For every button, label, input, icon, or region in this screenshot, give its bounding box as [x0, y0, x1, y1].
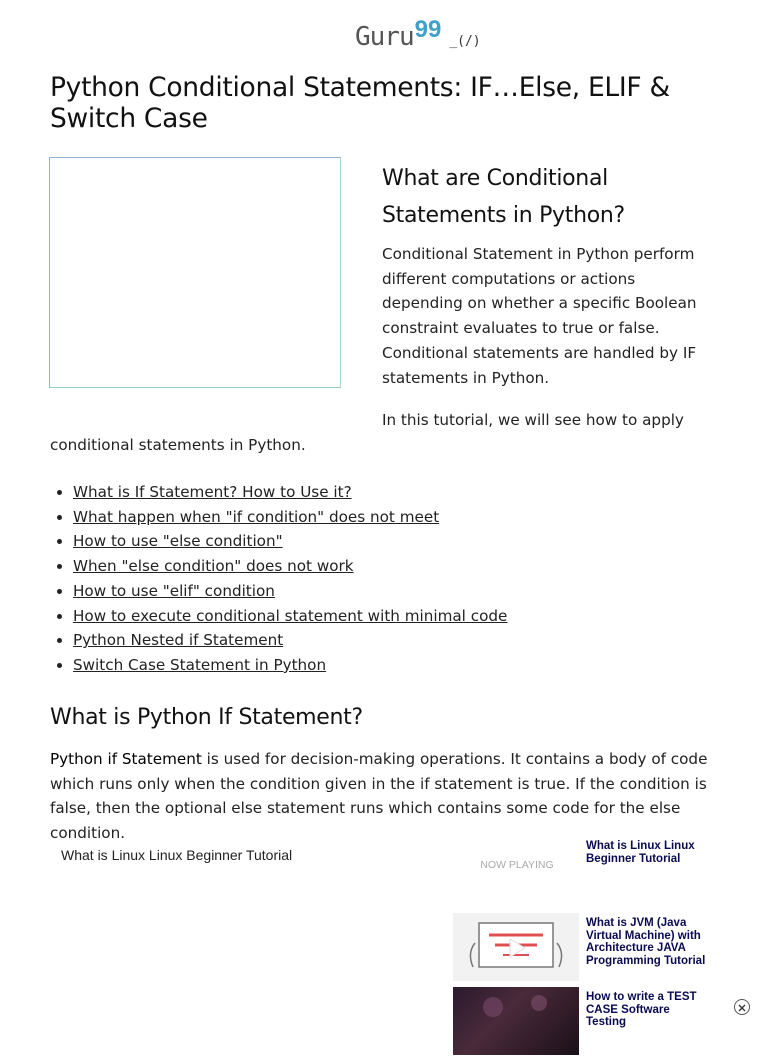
playlist-thumbnail — [453, 913, 579, 981]
playlist-item-current[interactable] — [453, 836, 713, 906]
close-icon — [735, 1001, 749, 1015]
toc-item — [73, 604, 507, 629]
toc-item — [73, 628, 507, 653]
video-player[interactable] — [50, 836, 710, 1029]
if-statement-text: is used for decision-making operations. It contains a body of code which runs only when the condition given in the if statement is true. If the condition is false, then the optional else statement runs which contains some code for the else condition. — [50, 750, 708, 842]
toc-item — [73, 480, 507, 505]
toc-item — [73, 554, 507, 579]
toc-link-switch-case[interactable]: Switch Case Statement in Python — [73, 655, 327, 674]
logo-mark: _(/) — [449, 34, 481, 49]
page-title: Python Conditional Statements: IF…Else, ELIF & Switch Case — [50, 72, 670, 134]
toc-link-minimal-code[interactable]: How to execute conditional statement with minimal code — [73, 606, 508, 625]
tutorial-line-2: conditional statements in Python. — [50, 436, 306, 454]
playlist-item-title: What is Linux Linux Beginner Tutorial — [586, 840, 695, 865]
toc-link-if-not-met[interactable]: What happen when "if condition" does not meet — [73, 507, 440, 526]
thumbnail-illustration — [453, 987, 579, 1055]
playlist-item-jvm[interactable] — [453, 913, 713, 983]
thumbnail-illustration — [453, 913, 579, 981]
intro-paragraph: Conditional Statement in Python perform different computations or actions depending on whether a specific Boolean constraint evaluates to true or false. Conditional statements are handled by IF statements in Python. — [382, 245, 697, 387]
table-of-contents — [50, 480, 507, 678]
toc-link-else-condition[interactable]: How to use "else condition" — [73, 532, 283, 551]
if-statement-term: Python if Statement — [50, 750, 202, 768]
playlist-item-title: What is JVM (Java Virtual Machine) with Architecture JAVA Programming Tutorial — [586, 917, 706, 968]
section-heading-conditional: What are Conditional Statements in Python? — [382, 166, 625, 228]
toc-item — [73, 529, 507, 554]
toc-link-elif[interactable]: How to use "elif" condition — [73, 581, 275, 600]
playlist-thumbnail — [453, 836, 579, 904]
playlist-thumbnail — [453, 987, 579, 1055]
section-heading-if-statement: What is Python If Statement? — [50, 705, 363, 730]
toc-link-else-not-work[interactable]: When "else condition" does not work — [73, 557, 354, 576]
toc-item — [73, 653, 507, 678]
toc-link-if-statement[interactable]: What is If Statement? How to Use it? — [73, 483, 352, 501]
close-ad-button[interactable] — [734, 999, 750, 1015]
article-image-placeholder — [49, 157, 341, 388]
playlist-item-test-case[interactable] — [453, 987, 713, 1057]
if-statement-paragraph — [50, 747, 720, 845]
toc-item — [73, 505, 507, 530]
logo-text: Guru — [355, 22, 414, 52]
now-playing-label: NOW PLAYING — [480, 859, 554, 871]
site-logo[interactable] — [355, 16, 481, 58]
playlist-item-title: How to write a TEST CASE Software Testing — [586, 991, 697, 1029]
toc-item — [73, 579, 507, 604]
toc-link-nested-if[interactable]: Python Nested if Statement — [73, 631, 284, 650]
video-current-title: What is Linux Linux Beginner Tutorial — [61, 847, 293, 863]
tutorial-line-1: In this tutorial, we will see how to apply — [382, 411, 684, 429]
logo-number: 99 — [414, 16, 442, 43]
